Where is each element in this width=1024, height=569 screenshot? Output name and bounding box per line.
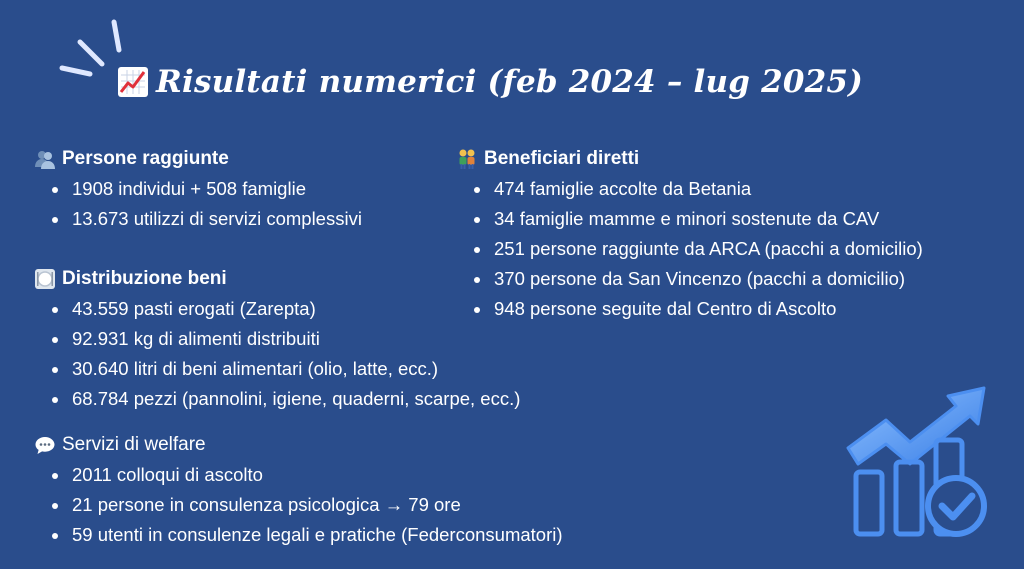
plate-icon (34, 268, 56, 290)
list-item: 948 persone seguite dal Centro di Ascolto (494, 294, 923, 324)
list-item: 2011 colloqui di ascolto (72, 460, 563, 490)
welfare-list (34, 460, 563, 550)
section-heading: Distribuzione beni (62, 268, 227, 289)
list-item: 59 utenti in consulenze legali e pratiche (Federconsumatori) (72, 520, 563, 550)
family-icon (456, 148, 478, 170)
page-title-text: Risultati numerici (feb 2024 – lug 2025) (156, 64, 864, 100)
list-item: 68.784 pezzi (pannolini, igiene, quaderni, scarpe, ecc.) (72, 384, 520, 414)
list-item: 474 famiglie accolte da Betania (494, 174, 923, 204)
list-item: 370 persone da San Vincenzo (pacchi a domicilio) (494, 264, 923, 294)
list-item: 251 persone raggiunte da ARCA (pacchi a domicilio) (494, 234, 923, 264)
section-persone-raggiunte (34, 146, 362, 234)
section-heading: Beneficiari diretti (484, 148, 640, 169)
list-item: 21 persone in consulenza psicologica → 79 ore (72, 490, 563, 520)
beneficiari-list (456, 174, 923, 324)
section-beneficiari-diretti (456, 146, 923, 324)
speech-balloon-icon (34, 434, 56, 456)
growth-chart-check-icon (838, 380, 998, 540)
page-title (118, 64, 863, 100)
section-servizi-welfare (34, 432, 563, 550)
persone-list (34, 174, 362, 234)
busts-icon (34, 148, 56, 170)
chart-increasing-icon (118, 67, 148, 97)
list-item: 43.559 pasti erogati (Zarepta) (72, 294, 520, 324)
list-item: 13.673 utilizzi di servizi complessivi (72, 204, 362, 234)
list-item: 1908 individui + 508 famiglie (72, 174, 362, 204)
list-item: 34 famiglie mamme e minori sostenute da CAV (494, 204, 923, 234)
list-item: 92.931 kg di alimenti distribuiti (72, 324, 520, 354)
section-heading: Persone raggiunte (62, 148, 229, 169)
list-item: 30.640 litri di beni alimentari (olio, latte, ecc.) (72, 354, 520, 384)
section-distribuzione-beni (34, 266, 520, 414)
distribuzione-list (34, 294, 520, 414)
section-heading: Servizi di welfare (62, 434, 206, 455)
